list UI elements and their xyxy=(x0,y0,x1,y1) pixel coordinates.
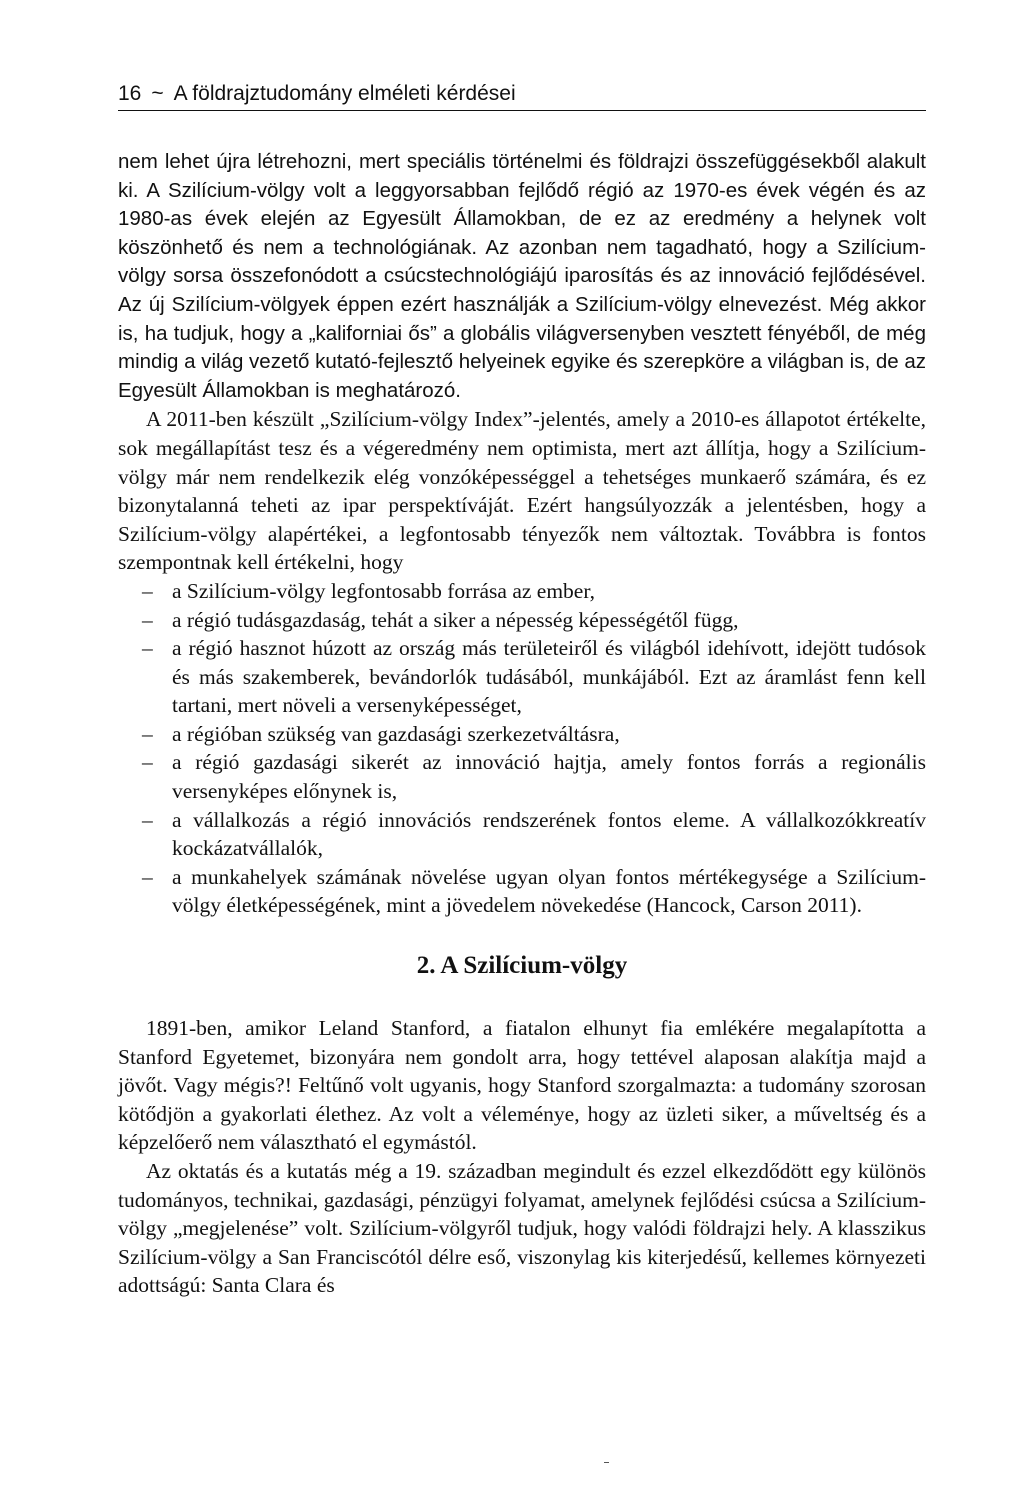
list-item: – a Szilícium-völgy legfontosabb forrása az ember, xyxy=(118,577,926,606)
report-paragraph: A 2011-ben készült „Szilícium-völgy Index”-jelentés, amely a 2010-es állapotot értékelte, sok megállapítást tesz és a végeredmény nem optimista, mert azt állítja, hogy a Szilícium-völgy már nem rendelkezik elég vonzóképességgel a tehetséges munkaerő számára, és ez bizonytalanná teheti az ipar perspektíváját. Ezért hangsúlyozzák a jelentésben, hogy a Szilícium-völgy alapértékei, a legfontosabb tényezők nem változtak. Továbbra is fontos szempontnak kell értékelni, hogy xyxy=(118,407,926,575)
dash-list xyxy=(118,577,926,920)
page-body xyxy=(118,148,926,1300)
section-heading: 2. A Szilícium-völgy xyxy=(416,952,628,980)
list-item: – a régió tudásgazdaság, tehát a siker a népesség képességétől függ, xyxy=(118,606,926,635)
scan-speck xyxy=(604,1462,609,1463)
running-title: A földrajztudomány elméleti kérdései xyxy=(173,82,516,105)
history-paragraph: Az oktatás és a kutatás még a 19. században megindult és ezzel elkezdődött egy különös tudományos, technikai, gazdasági, pénzügyi folyamat, amelynek fejlődési csúcsa a Szilícium-völgy „megjelenése” volt. Szilícium-völgyről tudjuk, hogy valódi földrajzi hely. A klasszikus Szilícium-völgy a San Franciscótól délre eső, viszonylag kis kiterjedésű, kellemes környezeti adottságú: Santa Clara és xyxy=(118,1159,926,1298)
list-item: – a régió hasznot húzott az ország más területeiről és világból idehívott, idejött tudósok és más szakemberek, bevándorlók tudásából, munkájából. Ezt az áramlást fenn kell tartani, mert növeli a versenyképességet, xyxy=(118,634,926,720)
list-item: – a régióban szükség van gazdasági szerkezetváltásra, xyxy=(118,720,926,749)
running-header xyxy=(118,80,926,111)
intro-paragraph: nem lehet újra létrehozni, mert speciális történelmi és földrajzi összefüggésekből alakult ki. A Szilícium-völgy volt a leggyorsabban fejlődő régió az 1970-es évek végén és az 1980-as évek elején az Egyesült Államokban, de ez az eredmény a helynek volt köszönhető és nem a technológiának. Az azonban nem tagadható, hogy a Szilícium-völgy sorsa összefonódott a csúcstechnológiájú iparosítás és az innováció fejlődésével. Az új Szilícium-völgyek éppen ezért használják a Szilícium-völgy elnevezést. Még akkor is, ha tudjuk, hogy a „kaliforniai ős” a globális világversenyben vesztett fényéből, de még mindig a világ vezető kutató-fejlesztő helyeinek egyike és szerepköre a világban is, de az Egyesült Államokban is meghatározó. xyxy=(118,150,926,402)
list-item: – a régió gazdasági sikerét az innováció hajtja, amely fontos forrás a regionális versenyképes előnynek is, xyxy=(118,748,926,805)
list-item: – a vállalkozás a régió innovációs rendszerének fontos eleme. A vállalkozókkreatív kockázatvállalók, xyxy=(118,806,926,863)
stanford-paragraph: 1891-ben, amikor Leland Stanford, a fiatalon elhunyt fia emlékére megalapította a Stanford Egyetemet, bizonyára nem gondolt arra, hogy tettével alaposan alakítja majd a jövőt. Vagy mégis?! Feltűnő volt ugyanis, hogy Stanford szorgalmazta: a tudomány szorosan kötődjön a gyakorlati élethez. Az volt a véleménye, hogy az üzleti siker, a műveltség és a képzelőerő nem választható el egymástól. xyxy=(118,1016,926,1155)
header-separator: ~ xyxy=(151,82,164,105)
list-item: – a munkahelyek számának növelése ugyan olyan fontos mértékegysége a Szilícium-völgy életképességének, mint a jövedelem növekedése (Hancock, Carson 2011). xyxy=(118,863,926,920)
page-number: 16 xyxy=(118,82,142,105)
